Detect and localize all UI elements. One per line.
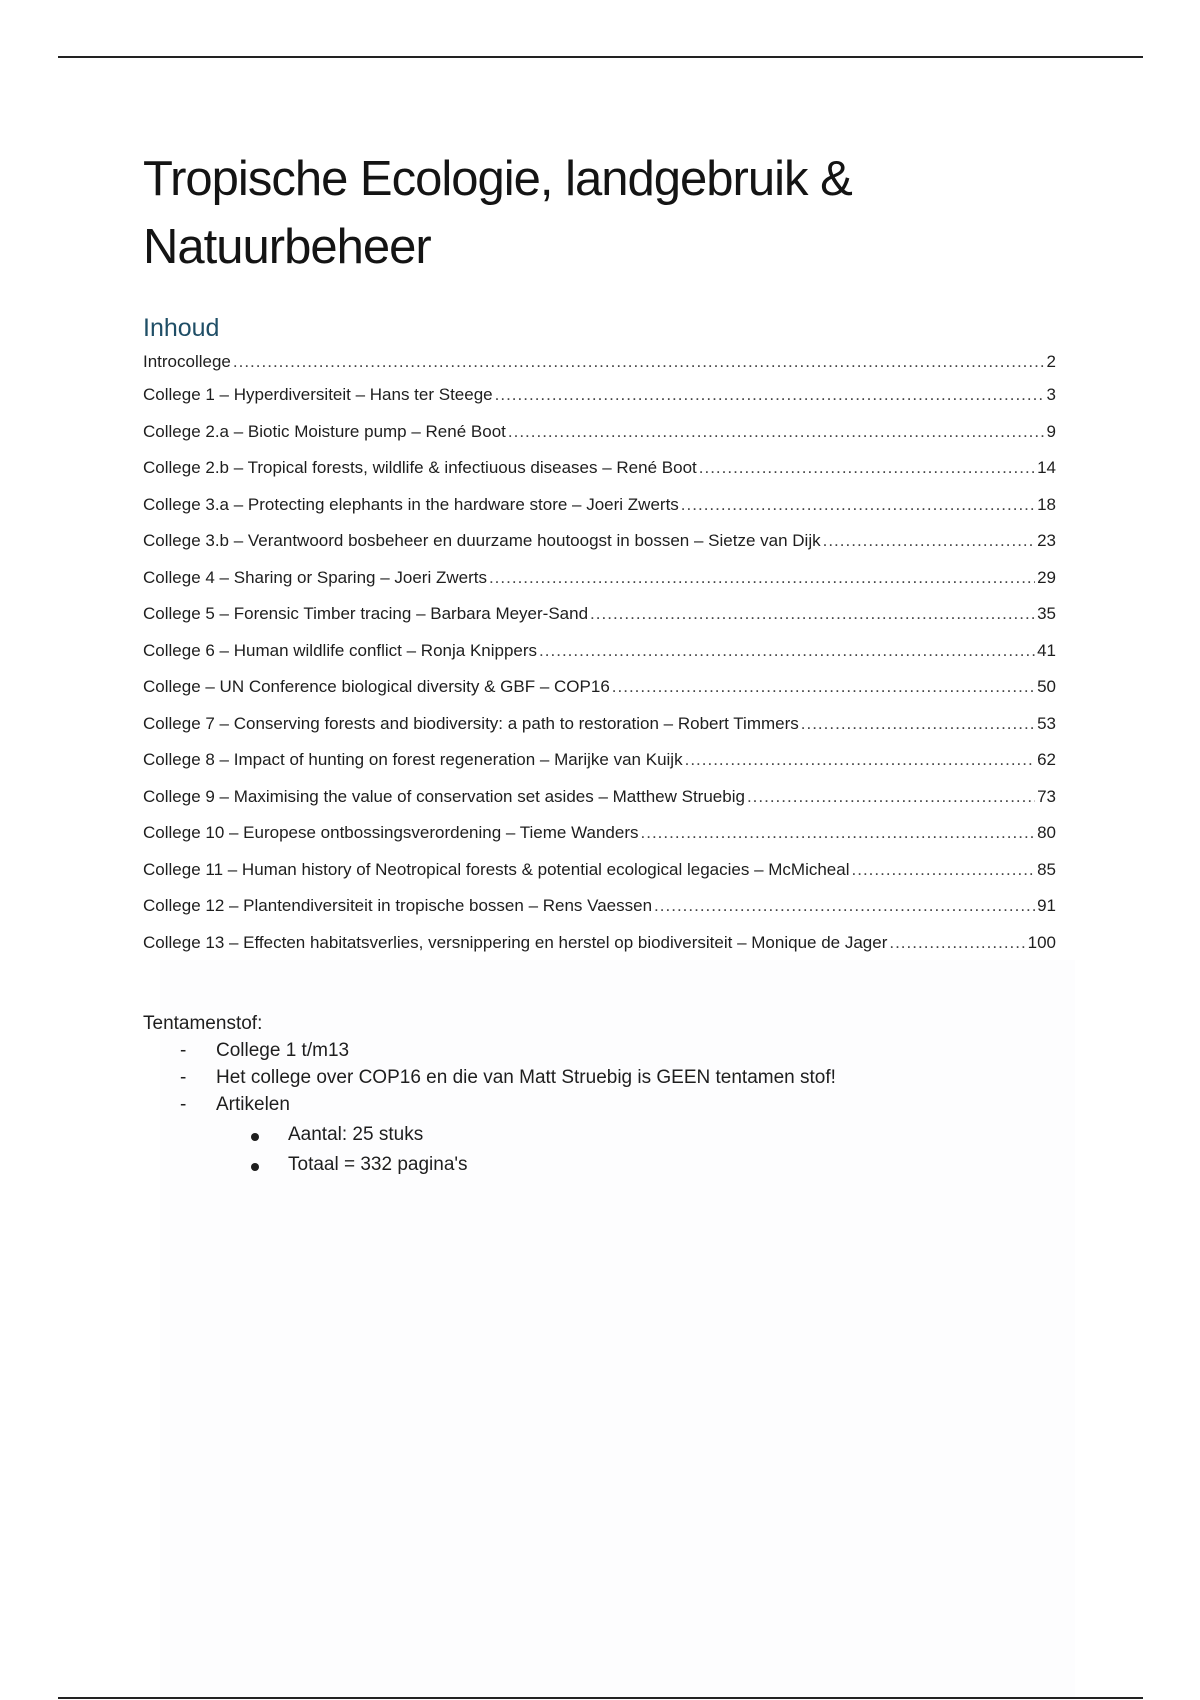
toc-dot-leader [823, 523, 1035, 560]
toc-entry[interactable] [143, 523, 1056, 560]
toc-entry-label: College 10 – Europese ontbossingsverordening – Tieme Wanders [143, 823, 639, 842]
table-of-contents [143, 347, 1056, 961]
header-rule [58, 56, 1143, 58]
toc-dot-leader [699, 450, 1035, 487]
toc-dot-leader [685, 742, 1035, 779]
sub-list-item-text: Totaal = 332 pagina's [288, 1154, 468, 1175]
toc-entry-page: 62 [1037, 750, 1056, 769]
toc-entry-page: 14 [1037, 458, 1056, 477]
toc-entry-label: College 4 – Sharing or Sparing – Joeri Zwerts [143, 567, 487, 587]
toc-dot-leader [495, 377, 1045, 414]
sub-list-item [143, 1120, 1043, 1150]
toc-dot-leader [590, 596, 1035, 633]
toc-entry-label: College 1 – Hyperdiversiteit – Hans ter Steege [143, 385, 493, 404]
toc-entry-label: College 2.a – Biotic Moisture pump – René Boot [143, 421, 506, 441]
toc-entry[interactable] [143, 450, 1056, 487]
toc-entry[interactable] [143, 742, 1056, 779]
toc-entry-label: College 2.b – Tropical forests, wildlife & infectiuous diseases – René Boot [143, 458, 697, 477]
toc-dot-leader [612, 669, 1035, 706]
toc-entry-page: 73 [1037, 786, 1056, 806]
toc-entry[interactable] [143, 487, 1056, 524]
toc-dot-leader [801, 706, 1035, 743]
toc-entry-page: 85 [1037, 859, 1056, 879]
toc-entry-label: College 5 – Forensic Timber tracing – Barbara Meyer-Sand [143, 604, 589, 623]
articles-sub-list [143, 1120, 1043, 1180]
toc-entry-label: College 6 – Human wildlife conflict – Ronja Knippers [143, 640, 538, 660]
toc-entry-label: College 8 – Impact of hunting on forest regeneration – Marijke van Kuijk [143, 750, 683, 769]
toc-entry[interactable] [143, 779, 1056, 816]
list-item [143, 1037, 1043, 1064]
toc-entry[interactable] [143, 888, 1056, 925]
toc-dot-leader [852, 852, 1036, 889]
toc-dot-leader [654, 888, 1035, 925]
toc-entry[interactable] [143, 669, 1056, 706]
toc-entry[interactable] [143, 414, 1056, 451]
toc-entry-label: College 12 – Plantendiversiteit in tropische bossen – Rens Vaessen [143, 896, 653, 915]
bullet-dot-icon [251, 1133, 259, 1141]
footer-rule [58, 1697, 1143, 1699]
toc-entry[interactable] [143, 347, 1056, 377]
toc-dot-leader [641, 815, 1036, 852]
toc-entry[interactable] [143, 377, 1056, 414]
exam-material-section [143, 1010, 1043, 1180]
exam-heading: Tentamenstof: [143, 1013, 263, 1034]
toc-dot-leader [489, 560, 1035, 597]
toc-entry-label: College 3.a – Protecting elephants in the hardware store – Joeri Zwerts [143, 494, 679, 514]
toc-entry-label: College – UN Conference biological diversity & GBF – COP16 [143, 677, 610, 696]
toc-entry-label: College 7 – Conserving forests and biodiversity: a path to restoration – Robert Timmers [143, 713, 799, 733]
document-title: Tropische Ecologie, landgebruik & Natuurbeheer [143, 152, 852, 274]
toc-dot-leader [681, 487, 1035, 524]
toc-dot-leader [747, 779, 1035, 816]
exam-list [143, 1037, 1043, 1118]
bullet-dot-icon [251, 1163, 259, 1171]
list-item [143, 1091, 1043, 1118]
toc-entry-label: College 3.b – Verantwoord bosbeheer en duurzame houtoogst in bossen – Sietze van Dijk [143, 531, 821, 550]
toc-entry-page: 3 [1046, 385, 1056, 404]
toc-entry-page: 18 [1037, 494, 1056, 514]
toc-dot-leader [889, 925, 1025, 962]
toc-entry-page: 53 [1037, 713, 1056, 733]
toc-entry-page: 50 [1037, 677, 1056, 696]
toc-heading: Inhoud [143, 314, 220, 342]
dash-bullet: - [180, 1067, 187, 1088]
dash-bullet: - [180, 1040, 187, 1061]
toc-entry-page: 41 [1037, 640, 1056, 660]
toc-entry-page: 29 [1037, 567, 1056, 587]
sub-list-item-text: Aantal: 25 stuks [288, 1124, 424, 1145]
toc-entry-label: College 13 – Effecten habitatsverlies, versnippering en herstel op biodiversiteit – Monique de Jager [143, 932, 888, 952]
toc-entry-label: Introcollege [143, 352, 231, 371]
toc-dot-leader [508, 414, 1045, 451]
list-item [143, 1064, 1043, 1091]
toc-entry-page: 35 [1037, 604, 1056, 623]
toc-entry[interactable] [143, 560, 1056, 597]
toc-entry[interactable] [143, 596, 1056, 633]
toc-entry-label: College 9 – Maximising the value of conservation set asides – Matthew Struebig [143, 786, 745, 806]
toc-entry-page: 100 [1027, 932, 1056, 952]
toc-entry-page: 80 [1037, 823, 1056, 842]
toc-dot-leader [539, 633, 1035, 670]
dash-bullet: - [180, 1094, 187, 1115]
toc-entry[interactable] [143, 815, 1056, 852]
toc-entry-label: College 11 – Human history of Neotropical forests & potential ecological legacies – McMicheal [143, 859, 850, 879]
list-item-text: Artikelen [216, 1094, 290, 1115]
toc-dot-leader [233, 347, 1045, 377]
toc-entry[interactable] [143, 633, 1056, 670]
toc-entry[interactable] [143, 852, 1056, 889]
toc-entry-page: 9 [1046, 421, 1056, 441]
sub-list-item [143, 1150, 1043, 1180]
toc-entry-page: 91 [1037, 896, 1056, 915]
list-item-text: College 1 t/m13 [216, 1040, 350, 1061]
toc-entry[interactable] [143, 925, 1056, 962]
toc-entry-page: 23 [1037, 531, 1056, 550]
list-item-text: Het college over COP16 en die van Matt Struebig is GEEN tentamen stof! [216, 1067, 836, 1088]
toc-entry[interactable] [143, 706, 1056, 743]
toc-entry-page: 2 [1046, 352, 1056, 371]
document-body [143, 145, 1056, 961]
